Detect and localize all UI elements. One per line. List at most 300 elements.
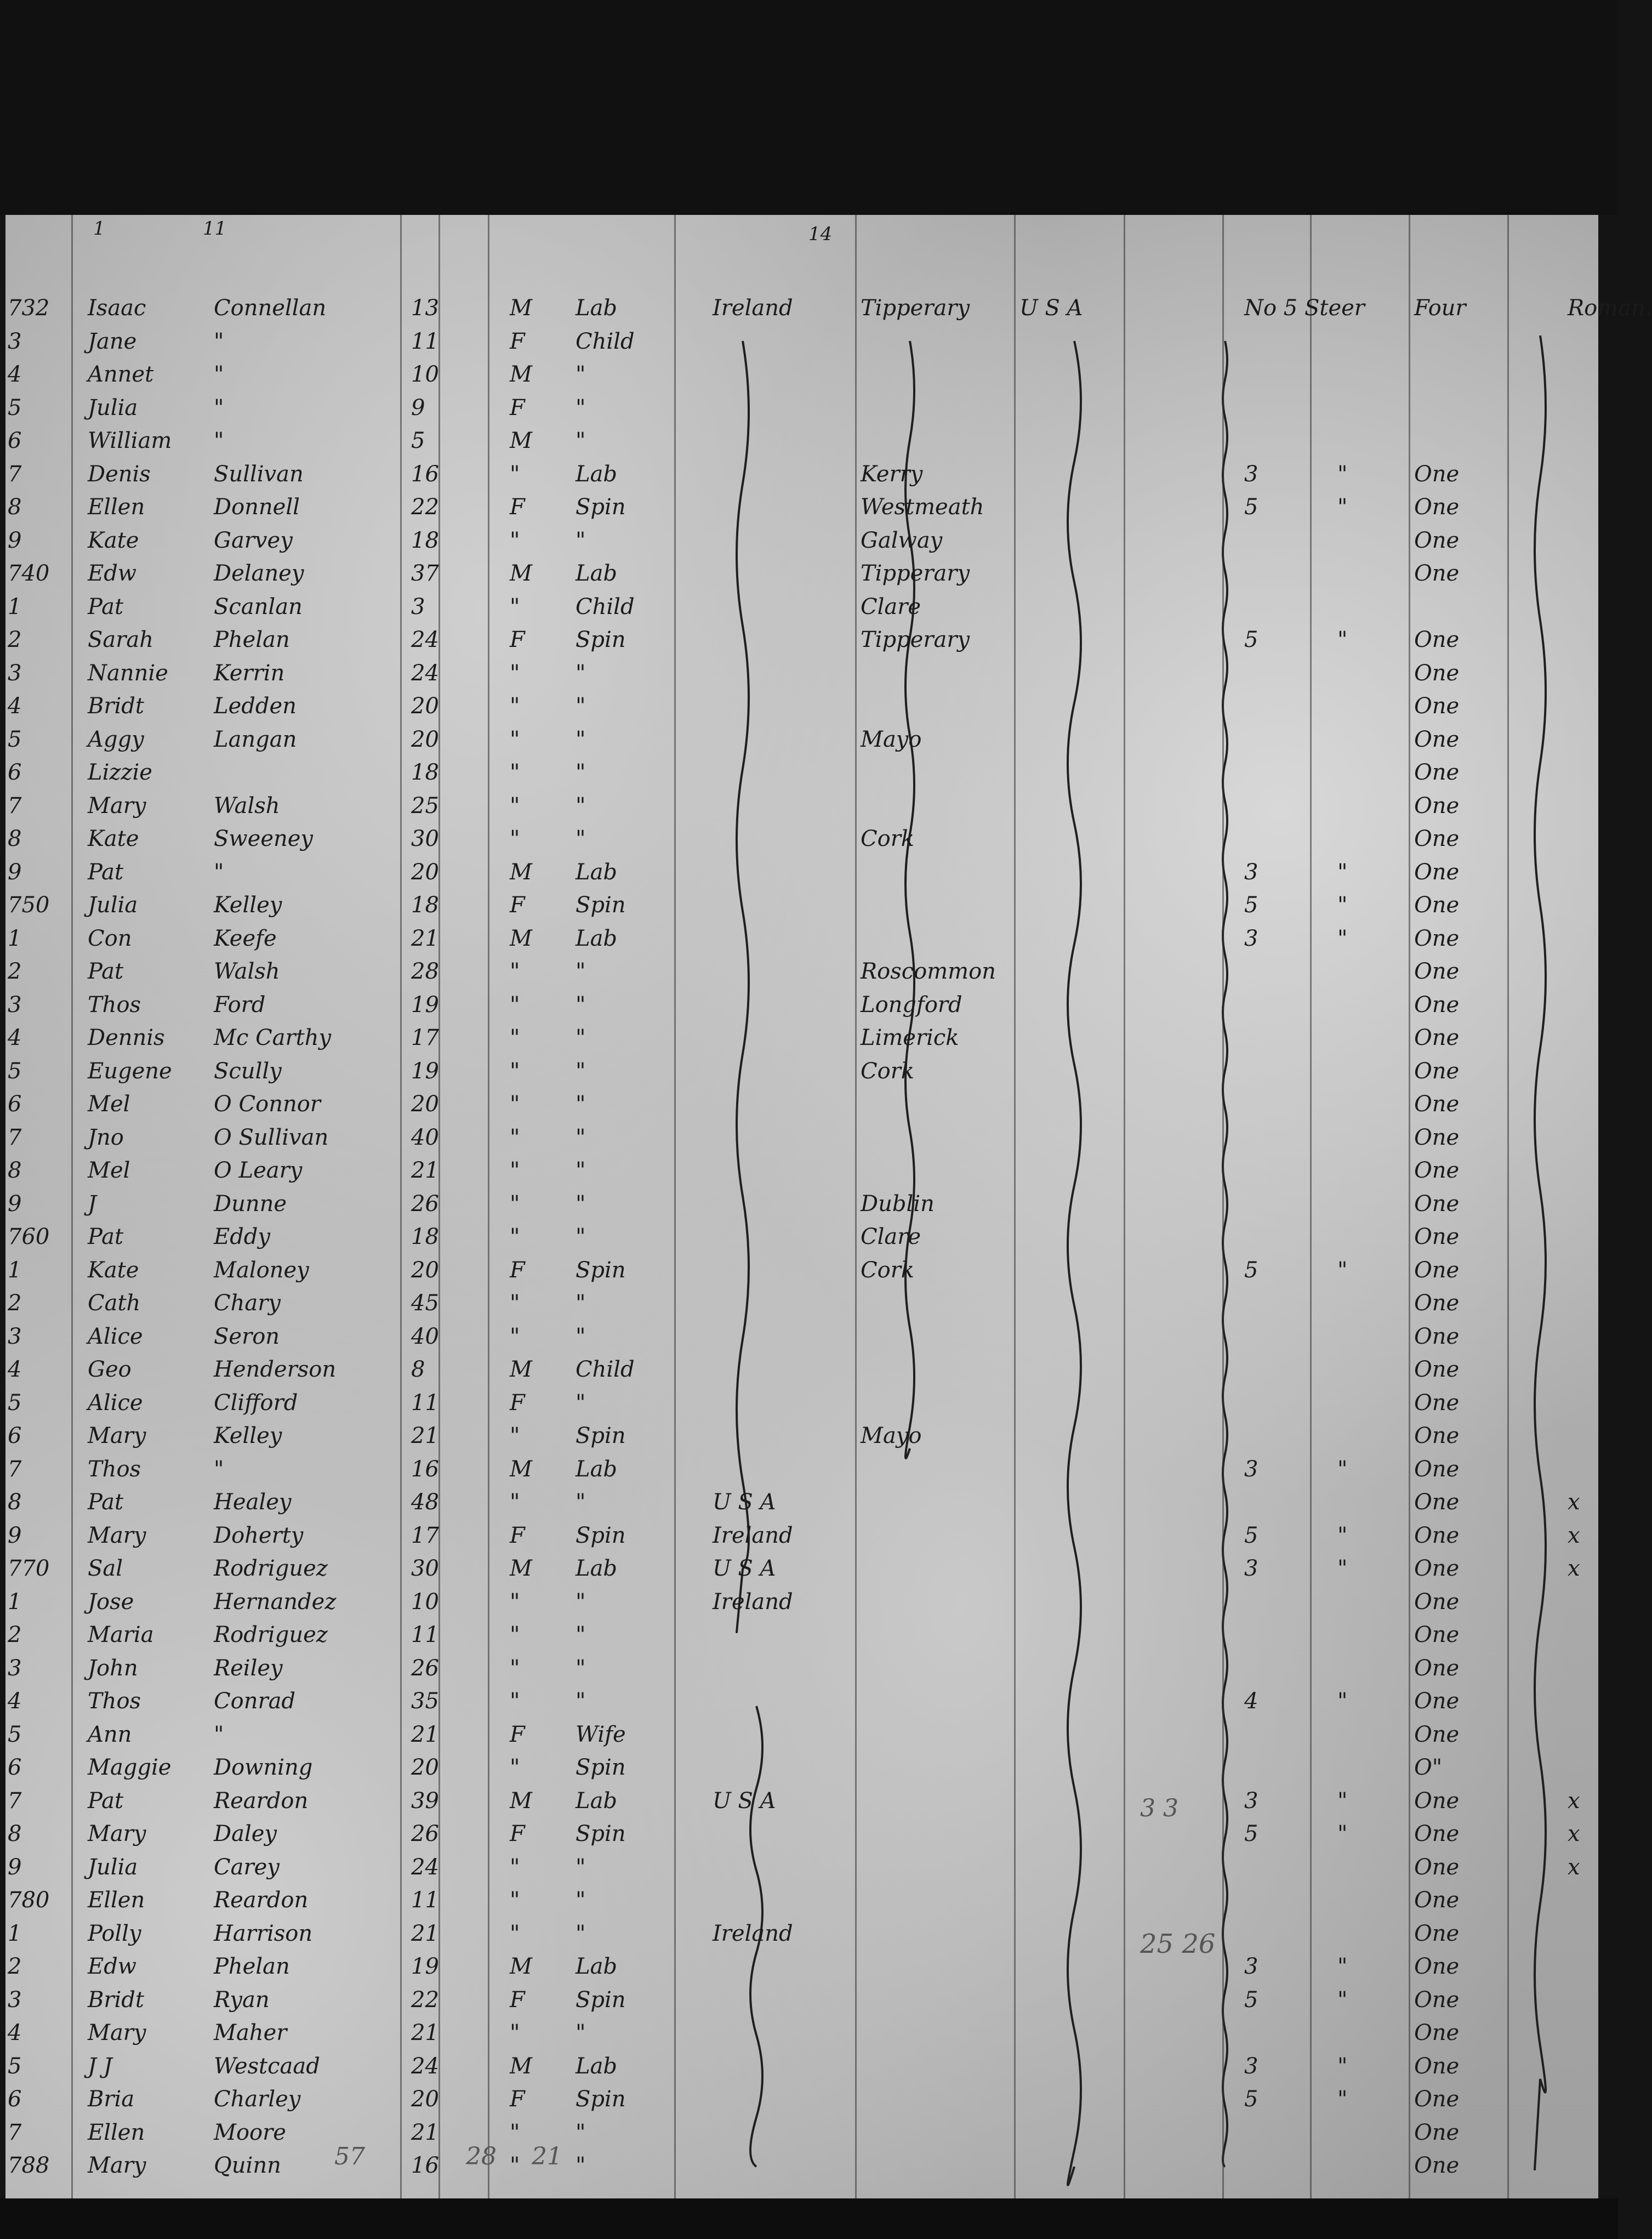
- column-rule: [1507, 215, 1509, 2200]
- row-row-number: 7: [8, 793, 22, 819]
- row-age: 45: [411, 1291, 439, 1316]
- row-row-number: 3: [8, 1323, 22, 1349]
- row-row-number: 4: [8, 1025, 22, 1050]
- row-given-name: Mary: [88, 793, 146, 819]
- row-compartment: 3: [1244, 925, 1258, 951]
- row-baggage-count: One: [1414, 1257, 1460, 1283]
- row-age: 48: [411, 1490, 439, 1515]
- row-age: 18: [411, 760, 439, 785]
- row-age: 20: [411, 859, 439, 885]
- row-surname: ": [214, 395, 224, 420]
- row-county: Westmeath: [861, 495, 984, 520]
- row-county: Mayo: [861, 726, 922, 752]
- row-age: 19: [411, 992, 439, 1018]
- row-sex: F: [510, 1987, 525, 2013]
- row-surname: Donnell: [214, 495, 300, 520]
- row-surname: Phelan: [214, 1954, 290, 1979]
- row-given-name: Sarah: [88, 627, 153, 652]
- row-sex: F: [510, 1390, 525, 1416]
- row-baggage-count: Four: [1414, 295, 1466, 321]
- row-age: 20: [411, 1257, 439, 1283]
- row-sex: M: [510, 561, 532, 586]
- row-baggage-count: One: [1414, 1655, 1460, 1681]
- row-baggage-count: One: [1414, 1987, 1460, 2013]
- row-occupation: Lab: [576, 859, 618, 885]
- row-baggage-count: One: [1414, 1224, 1460, 1249]
- row-sex: ": [510, 660, 520, 686]
- row-row-number: 9: [8, 1191, 22, 1217]
- row-surname: Conrad: [214, 1689, 296, 1714]
- row-occupation: ": [576, 428, 586, 453]
- row-surname: Doherty: [214, 1522, 304, 1548]
- row-sex: M: [510, 362, 532, 387]
- row-occupation: Wife: [576, 1721, 626, 1747]
- row-baggage-count: One: [1414, 1788, 1460, 1814]
- row-given-name: Jno: [88, 1124, 124, 1150]
- row-sex: M: [510, 1357, 532, 1382]
- row-given-name: Mary: [88, 2020, 146, 2045]
- row-sex: F: [510, 1257, 525, 1283]
- row-age: 24: [411, 2053, 439, 2079]
- row-occupation: ": [576, 1124, 586, 1150]
- row-row-number: 5: [8, 2053, 22, 2079]
- row-sex: ": [510, 1655, 520, 1681]
- row-row-number: 9: [8, 1854, 22, 1880]
- row-given-name: Pat: [88, 959, 124, 984]
- row-sex: M: [510, 1556, 532, 1581]
- row-occupation: ": [576, 362, 586, 387]
- row-sex: F: [510, 2087, 525, 2112]
- row-sex: ": [510, 527, 520, 553]
- row-age: 3: [411, 594, 425, 620]
- row-given-name: Pat: [88, 1224, 124, 1249]
- row-baggage-count: One: [1414, 1622, 1460, 1647]
- row-age: 20: [411, 694, 439, 719]
- row-occupation: ": [576, 1390, 586, 1416]
- row-occupation: Child: [576, 1357, 635, 1382]
- row-surname: Maloney: [214, 1257, 309, 1283]
- row-age: 8: [411, 1357, 425, 1382]
- row-age: 39: [411, 1788, 439, 1814]
- row-age: 20: [411, 726, 439, 752]
- row-sex: F: [510, 395, 525, 420]
- row-sex: ": [510, 461, 520, 487]
- row-country: U S A: [713, 1788, 776, 1814]
- row-occupation: Spin: [576, 1522, 626, 1548]
- row-remarks: x: [1568, 1490, 1580, 1515]
- row-ditto-mark: ": [1337, 627, 1348, 652]
- row-baggage-count: One: [1414, 1821, 1460, 1846]
- row-baggage-count: One: [1414, 1954, 1460, 1979]
- row-given-name: Cath: [88, 1291, 141, 1316]
- row-age: 17: [411, 1025, 439, 1050]
- row-row-number: 6: [8, 2087, 22, 2112]
- row-given-name: Annet: [88, 362, 154, 387]
- row-sex: ": [510, 594, 520, 620]
- row-occupation: ": [576, 1589, 586, 1615]
- row-occupation: Spin: [576, 1423, 626, 1448]
- row-occupation: Lab: [576, 2053, 618, 2079]
- row-given-name: Sal: [88, 1556, 123, 1581]
- row-given-name: Geo: [88, 1357, 132, 1382]
- row-surname: Rodriguez: [214, 1556, 328, 1581]
- row-given-name: Mary: [88, 1423, 146, 1448]
- row-age: 16: [411, 1456, 439, 1482]
- row-sex: ": [510, 992, 520, 1018]
- row-row-number: 7: [8, 2119, 22, 2145]
- row-given-name: Ann: [88, 1721, 132, 1747]
- column-rule: [1124, 215, 1125, 2200]
- row-baggage-count: One: [1414, 959, 1460, 984]
- row-occupation: Lab: [576, 1456, 618, 1482]
- row-row-number: 3: [8, 1987, 22, 2013]
- row-given-name: Alice: [88, 1323, 143, 1349]
- row-given-name: Jane: [88, 328, 137, 354]
- row-occupation: Spin: [576, 2087, 626, 2112]
- row-baggage-count: One: [1414, 793, 1460, 819]
- row-sex: F: [510, 495, 525, 520]
- row-remarks: Roman.: [1568, 295, 1652, 321]
- row-row-number: 1: [8, 1589, 22, 1615]
- row-surname: Sullivan: [214, 461, 304, 487]
- row-occupation: ": [576, 992, 586, 1018]
- column-rule: [71, 215, 73, 2200]
- row-age: 40: [411, 1323, 439, 1349]
- row-given-name: Polly: [88, 1920, 141, 1946]
- row-surname: Connellan: [214, 295, 327, 321]
- row-row-number: 2: [8, 1954, 22, 1979]
- row-surname: Quinn: [214, 2153, 281, 2178]
- row-given-name: Thos: [88, 1689, 141, 1714]
- row-given-name: Aggy: [88, 726, 144, 752]
- row-row-number: 8: [8, 495, 22, 520]
- row-occupation: ": [576, 1092, 586, 1117]
- row-county: Cork: [861, 1257, 915, 1283]
- row-baggage-count: One: [1414, 561, 1460, 586]
- row-baggage-count: One: [1414, 893, 1460, 918]
- row-county: Cork: [861, 826, 915, 851]
- row-sex: ": [510, 959, 520, 984]
- row-sex: F: [510, 1821, 525, 1846]
- row-row-number: 5: [8, 1721, 22, 1747]
- row-age: 40: [411, 1124, 439, 1150]
- row-row-number: 8: [8, 1821, 22, 1846]
- row-occupation: ": [576, 1191, 586, 1217]
- row-destination: U S A: [1019, 295, 1083, 321]
- row-occupation: Lab: [576, 925, 618, 951]
- row-sex: F: [510, 893, 525, 918]
- row-remarks: x: [1568, 1522, 1580, 1548]
- row-given-name: Isaac: [88, 295, 146, 321]
- row-occupation: Lab: [576, 1788, 618, 1814]
- row-occupation: Lab: [576, 295, 618, 321]
- row-occupation: ": [576, 660, 586, 686]
- row-baggage-count: One: [1414, 1124, 1460, 1150]
- row-compartment: 3: [1244, 859, 1258, 885]
- row-row-number: 6: [8, 1092, 22, 1117]
- row-baggage-count: One: [1414, 1556, 1460, 1581]
- column-rule: [1310, 215, 1312, 2200]
- row-occupation: Child: [576, 328, 635, 354]
- header-column-mark: 11: [203, 218, 227, 240]
- row-occupation: ": [576, 1490, 586, 1515]
- row-baggage-count: One: [1414, 1357, 1460, 1382]
- row-sex: ": [510, 1323, 520, 1349]
- row-surname: ": [214, 1721, 224, 1747]
- row-surname: Rodriguez: [214, 1622, 328, 1647]
- scan-bottom-border: [0, 2198, 1618, 2239]
- row-county: Cork: [861, 1058, 915, 1084]
- row-given-name: Pat: [88, 1788, 124, 1814]
- row-surname: Eddy: [214, 1224, 271, 1249]
- row-given-name: Ellen: [88, 1888, 145, 1913]
- row-baggage-count: One: [1414, 1390, 1460, 1416]
- row-occupation: Lab: [576, 1556, 618, 1581]
- row-baggage-count: One: [1414, 1589, 1460, 1615]
- row-occupation: ": [576, 826, 586, 851]
- row-surname: Garvey: [214, 527, 293, 553]
- row-row-number: 6: [8, 428, 22, 453]
- row-surname: Healey: [214, 1490, 292, 1515]
- row-country: U S A: [713, 1490, 776, 1515]
- row-occupation: ": [576, 760, 586, 785]
- row-surname: Sweeney: [214, 826, 314, 851]
- row-surname: Reardon: [214, 1788, 309, 1814]
- row-age: 13: [411, 295, 439, 321]
- row-age: 18: [411, 1224, 439, 1249]
- row-surname: Daley: [214, 1821, 277, 1846]
- row-country: Ireland: [713, 295, 793, 321]
- row-sex: ": [510, 1423, 520, 1448]
- row-sex: ": [510, 726, 520, 752]
- row-sex: F: [510, 328, 525, 354]
- row-sex: M: [510, 859, 532, 885]
- row-baggage-count: One: [1414, 1854, 1460, 1880]
- row-surname: ": [214, 859, 224, 885]
- row-ditto-mark: ": [1337, 1689, 1348, 1714]
- row-given-name: J: [88, 1191, 97, 1217]
- row-given-name: Bridt: [88, 694, 144, 719]
- row-occupation: ": [576, 2119, 586, 2145]
- row-county: Kerry: [861, 461, 923, 487]
- row-ditto-mark: ": [1337, 2087, 1348, 2112]
- column-rule: [488, 215, 489, 2200]
- row-given-name: Mary: [88, 1821, 146, 1846]
- row-row-number: 7: [8, 1788, 22, 1814]
- row-compartment: 3: [1244, 461, 1258, 487]
- row-given-name: Julia: [88, 1854, 138, 1880]
- row-sex: ": [510, 1622, 520, 1647]
- row-age: 30: [411, 826, 439, 851]
- row-surname: Mc Carthy: [214, 1025, 332, 1050]
- header-column-mark: 1: [93, 218, 105, 240]
- row-age: 21: [411, 1920, 439, 1946]
- row-given-name: Thos: [88, 1456, 141, 1482]
- row-given-name: Bridt: [88, 1987, 144, 2013]
- row-occupation: ": [576, 1158, 586, 1183]
- row-sex: ": [510, 2020, 520, 2045]
- row-surname: Delaney: [214, 561, 304, 586]
- row-given-name: Julia: [88, 395, 138, 420]
- row-baggage-count: One: [1414, 1490, 1460, 1515]
- row-occupation: Lab: [576, 1954, 618, 1979]
- row-sex: ": [510, 760, 520, 785]
- row-occupation: ": [576, 694, 586, 719]
- column-rule: [1014, 215, 1016, 2200]
- row-ditto-mark: ": [1337, 2053, 1348, 2079]
- row-baggage-count: One: [1414, 859, 1460, 885]
- row-sex: M: [510, 295, 532, 321]
- row-row-number: 9: [8, 1522, 22, 1548]
- row-row-number: 5: [8, 1058, 22, 1084]
- row-age: 16: [411, 461, 439, 487]
- row-sex: ": [510, 1854, 520, 1880]
- row-age: 30: [411, 1556, 439, 1581]
- row-age: 20: [411, 2087, 439, 2112]
- row-age: 21: [411, 2020, 439, 2045]
- row-surname: Charley: [214, 2087, 301, 2112]
- row-given-name: Bria: [88, 2087, 135, 2112]
- scan-top-border: [0, 0, 1618, 215]
- row-row-number: 732: [8, 295, 50, 321]
- row-occupation: ": [576, 1058, 586, 1084]
- row-age: 24: [411, 627, 439, 652]
- row-baggage-count: One: [1414, 1522, 1460, 1548]
- row-ditto-mark: ": [1337, 461, 1348, 487]
- country-ditto-line: [737, 341, 749, 1632]
- row-age: 26: [411, 1821, 439, 1846]
- row-given-name: Julia: [88, 893, 138, 918]
- row-given-name: John: [88, 1655, 138, 1681]
- row-age: 22: [411, 495, 439, 520]
- row-surname: Reiley: [214, 1655, 283, 1681]
- row-given-name: Pat: [88, 859, 124, 885]
- row-surname: Kelley: [214, 1423, 282, 1448]
- row-occupation: Spin: [576, 1755, 626, 1780]
- row-baggage-count: One: [1414, 1323, 1460, 1349]
- row-row-number: 2: [8, 1622, 22, 1647]
- row-age: 21: [411, 2119, 439, 2145]
- row-row-number: 7: [8, 461, 22, 487]
- row-given-name: Kate: [88, 826, 139, 851]
- row-compartment: 5: [1244, 1257, 1258, 1283]
- row-ditto-mark: ": [1337, 1522, 1348, 1548]
- row-age: 11: [411, 1390, 439, 1416]
- row-given-name: Jose: [88, 1589, 134, 1615]
- row-county: Longford: [861, 992, 962, 1018]
- row-row-number: 3: [8, 1655, 22, 1681]
- row-surname: Reardon: [214, 1888, 309, 1913]
- row-ditto-mark: ": [1337, 859, 1348, 885]
- row-age: 19: [411, 1058, 439, 1084]
- row-surname: Walsh: [214, 793, 280, 819]
- row-row-number: 740: [8, 561, 50, 586]
- row-age: 11: [411, 1888, 439, 1913]
- row-row-number: 7: [8, 1124, 22, 1150]
- row-baggage-count: One: [1414, 2153, 1460, 2178]
- row-baggage-count: One: [1414, 495, 1460, 520]
- row-row-number: 3: [8, 660, 22, 686]
- row-surname: Kelley: [214, 893, 282, 918]
- row-given-name: Kate: [88, 527, 139, 553]
- row-occupation: ": [576, 527, 586, 553]
- row-compartment: 5: [1244, 893, 1258, 918]
- row-given-name: Con: [88, 925, 132, 951]
- row-surname: Phelan: [214, 627, 290, 652]
- row-baggage-count: One: [1414, 1920, 1460, 1946]
- row-sex: ": [510, 2153, 520, 2178]
- row-row-number: 8: [8, 826, 22, 851]
- row-remarks: x: [1568, 1854, 1580, 1880]
- row-ditto-mark: ": [1337, 1257, 1348, 1283]
- row-surname: Ford: [214, 992, 266, 1018]
- row-sex: ": [510, 1589, 520, 1615]
- row-ditto-mark: ": [1337, 893, 1348, 918]
- row-given-name: Edw: [88, 1954, 137, 1979]
- row-occupation: Lab: [576, 461, 618, 487]
- row-country: Ireland: [713, 1589, 793, 1615]
- row-surname: Harrison: [214, 1920, 313, 1946]
- row-occupation: ": [576, 1323, 586, 1349]
- row-baggage-count: One: [1414, 726, 1460, 752]
- row-sex: ": [510, 1025, 520, 1050]
- row-given-name: Dennis: [88, 1025, 165, 1050]
- row-surname: Langan: [214, 726, 297, 752]
- row-baggage-count: One: [1414, 1721, 1460, 1747]
- row-given-name: Mel: [88, 1092, 130, 1117]
- row-remarks: x: [1568, 1556, 1580, 1581]
- page-number: 14: [808, 223, 833, 245]
- row-sex: ": [510, 1291, 520, 1316]
- row-given-name: Mary: [88, 2153, 146, 2178]
- row-country: U S A: [713, 1556, 776, 1581]
- row-given-name: Alice: [88, 1390, 143, 1416]
- row-occupation: ": [576, 1920, 586, 1946]
- row-county: Mayo: [861, 1423, 922, 1448]
- row-age: 11: [411, 328, 439, 354]
- row-occupation: ": [576, 959, 586, 984]
- column-rule: [400, 215, 402, 2200]
- row-surname: Westcaad: [214, 2053, 320, 2079]
- row-occupation: ": [576, 2153, 586, 2178]
- row-occupation: ": [576, 1622, 586, 1647]
- row-compartment: 4: [1244, 1689, 1258, 1714]
- row-row-number: 5: [8, 726, 22, 752]
- column-rule: [674, 215, 676, 2200]
- row-age: 26: [411, 1655, 439, 1681]
- row-remarks: x: [1568, 1788, 1580, 1814]
- row-ditto-mark: ": [1337, 1987, 1348, 2013]
- row-sex: ": [510, 793, 520, 819]
- row-age: 20: [411, 1755, 439, 1780]
- pencil-footnote: 57: [334, 2143, 365, 2170]
- row-compartment: 5: [1244, 495, 1258, 520]
- row-sex: ": [510, 1191, 520, 1217]
- row-row-number: 2: [8, 959, 22, 984]
- row-sex: M: [510, 1788, 532, 1814]
- row-compartment: 3: [1244, 1456, 1258, 1482]
- row-row-number: 1: [8, 925, 22, 951]
- row-baggage-count: One: [1414, 660, 1460, 686]
- row-row-number: 750: [8, 893, 50, 918]
- row-compartment: 5: [1244, 2087, 1258, 2112]
- row-age: 21: [411, 1721, 439, 1747]
- row-county: Clare: [861, 594, 921, 620]
- column-rule: [1222, 215, 1224, 2200]
- row-age: 21: [411, 1423, 439, 1448]
- row-sex: ": [510, 1689, 520, 1714]
- row-given-name: Mary: [88, 1522, 146, 1548]
